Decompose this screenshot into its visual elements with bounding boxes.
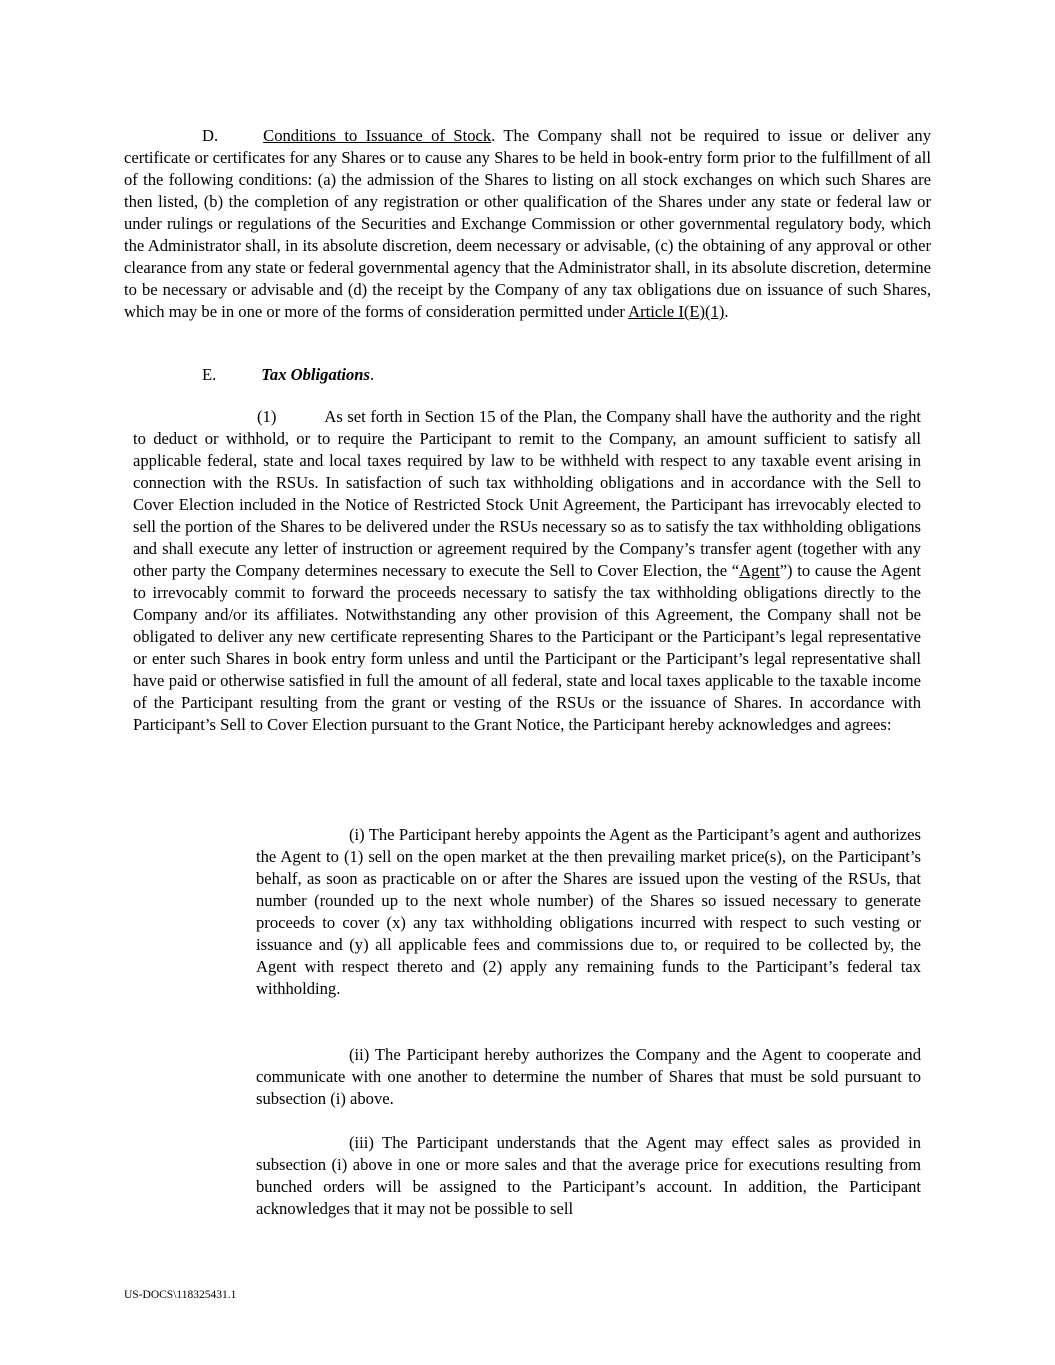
section-d-title: Conditions to Issuance of Stock: [263, 126, 492, 145]
subsection-ii-paragraph: (ii) The Participant hereby authorizes the Company and the Agent to cooperate and communicate with one another to determine the number of Shares that must be sold pursuant to subsection (i) above.: [256, 1045, 921, 1108]
section-e1-paragraph: [133, 406, 921, 736]
section-d-paragraph: [124, 125, 931, 323]
subsection-iii-paragraph: (iii) The Participant understands that the Agent may effect sales as provided in subsection (i) above in one or more sales and that the average price for executions resulting from bunched orders will be assigned to the Participant’s account. In addition, the Participant acknowledges that it may not be possible to sell: [256, 1133, 921, 1218]
section-e1-body-2: ”) to cause the Agent to irrevocably commit to forward the proceeds necessary to satisfy the tax withholding obligations directly to the Company and/or its affiliates. Notwithstanding any other provision of this Agreement, the Company shall not be obligated to deliver any new certificate representing Shares to the Participant or the Participant’s legal representative or enter such Shares in book entry form unless and until the Participant or the Participant’s legal representative shall have paid or otherwise satisfied in full the amount of all federal, state and local taxes applicable to the taxable income of the Participant resulting from the grant or vesting of the RSUs or the issuance of Shares. In accordance with Participant’s Sell to Cover Election pursuant to the Grant Notice, the Participant hereby acknowledges and agrees:: [133, 561, 921, 734]
section-e-title: Tax Obligations: [261, 365, 370, 384]
section-e-heading: [124, 364, 724, 386]
section-e-label: E.: [202, 365, 217, 384]
section-e1-label: (1): [257, 407, 277, 426]
section-d-title-period: .: [491, 126, 496, 145]
subsection-i-paragraph: (i) The Participant hereby appoints the Agent as the Participant’s agent and authorizes the Agent to (1) sell on the open market at the then prevailing market price(s), on the Participant’s behalf, as soon as practicable on or after the Shares are issued upon the vesting of the RSUs, that number (rounded up to the next whole number) of the Shares so issued necessary to generate proceeds to cover (x) any tax withholding obligations incurred with respect to such vesting or issuance and (y) all applicable fees and commissions due to, or required to be collected by, the Agent with respect thereto and (2) apply any remaining funds to the Participant’s federal tax withholding.: [256, 825, 921, 998]
section-e1-body-1: As set forth in Section 15 of the Plan, the Company shall have the authority and the right to deduct or withhold, or to require the Participant to remit to the Company, an amount sufficient to satisfy all applicable federal, state and local taxes required by law to be withheld with respect to any taxable event arising in connection with the RSUs. In satisfaction of such tax withholding obligations and in accordance with the Sell to Cover Election included in the Notice of Restricted Stock Unit Agreement, the Participant has irrevocably elected to sell the portion of the Shares to be delivered under the RSUs necessary so as to satisfy the tax withholding obligations and shall execute any letter of instruction or agreement required by the Company’s transfer agent (together with any other party the Company determines necessary to execute the Sell to Cover Election, the “: [133, 407, 921, 580]
section-d-reference: Article I(E)(1): [628, 302, 725, 321]
section-e-title-period: .: [369, 365, 375, 384]
section-d-end: .: [724, 302, 729, 321]
section-d-body: The Company shall not be required to issue or deliver any certificate or certificates for any Shares or to cause any Shares to be held in book-entry form prior to the fulfillment of all of the following conditions: (a) the admission of the Shares to listing on all stock exchanges on which such Shares are then listed, (b) the completion of any registration or other qualification of the Shares under any state or federal law or under rulings or regulations of the Securities and Exchange Commission or other governmental regulatory body, which the Administrator shall, in its absolute discretion, deem necessary or advisable, (c) the obtaining of any approval or other clearance from any state or federal governmental agency that the Administrator shall, in its absolute discretion, determine to be necessary or advisable and (d) the receipt by the Company of any tax obligations due on issuance of such Shares, which may be in one or more of the forms of consideration permitted under: [124, 126, 931, 321]
section-d-label: D.: [202, 126, 219, 145]
footer-doc-id: US-DOCS\118325431.1: [124, 1289, 237, 1301]
section-e1-defined-term: Agent: [739, 561, 780, 580]
